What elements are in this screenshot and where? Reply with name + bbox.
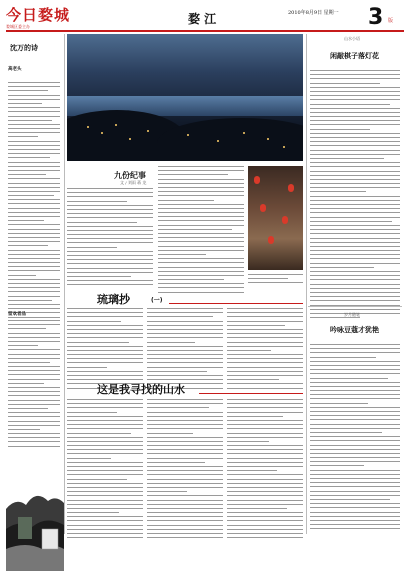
article-2-col-3 bbox=[227, 308, 303, 392]
photo-light bbox=[101, 132, 103, 134]
lantern bbox=[268, 236, 274, 244]
photo-hill-right bbox=[157, 118, 303, 161]
feature-headline: 九份纪事 bbox=[114, 170, 146, 180]
banner-1-part: (一) bbox=[151, 297, 163, 304]
banner-1-rule bbox=[169, 303, 303, 304]
section-name: 婺 江 bbox=[188, 12, 217, 26]
feature-text-col-1 bbox=[67, 188, 153, 289]
article-2-col-2 bbox=[147, 308, 223, 392]
photo-light bbox=[243, 132, 245, 134]
section-banner-2 bbox=[67, 381, 303, 395]
photo-light bbox=[147, 130, 149, 132]
page-number-box bbox=[362, 5, 404, 31]
lantern bbox=[282, 216, 288, 224]
right-divider bbox=[308, 306, 402, 307]
left-article-title: 沈万的诗 bbox=[10, 43, 38, 52]
left-text-block-2 bbox=[8, 320, 60, 450]
newspaper-logo: 今日婺城 bbox=[6, 6, 71, 24]
article-2-col-1 bbox=[67, 308, 143, 392]
feature-text-col-3 bbox=[248, 274, 303, 287]
page-label: 版 bbox=[388, 18, 394, 24]
lantern bbox=[254, 176, 260, 184]
photo-light bbox=[217, 140, 219, 142]
photo-light bbox=[129, 138, 131, 140]
ink-landscape-illustration bbox=[6, 479, 64, 571]
right-article-1-title: 闲敲棋子落灯花 bbox=[330, 51, 379, 60]
photo-light bbox=[87, 126, 89, 128]
left-article-author: 高老头 bbox=[8, 67, 22, 72]
lantern bbox=[288, 184, 294, 192]
left-text-block-1 bbox=[8, 82, 60, 321]
feature-byline: 文 / 刘雨 蒋 龙 bbox=[120, 180, 147, 185]
photo-light bbox=[283, 146, 285, 148]
hero-night-photo bbox=[67, 34, 303, 161]
left-subhead: 留欢者品 bbox=[8, 312, 26, 317]
banner-2-rule bbox=[199, 393, 303, 394]
banner-1-title: 琉璃抄 bbox=[97, 293, 130, 306]
right-kicker-2: 岁月随笔 bbox=[344, 312, 360, 317]
photo-light bbox=[267, 138, 269, 140]
article-3-col-2 bbox=[147, 399, 223, 541]
photo-light bbox=[115, 124, 117, 126]
old-street-photo bbox=[248, 166, 303, 270]
banner-2-title: 这是我寻找的山水 bbox=[97, 383, 185, 396]
issue-date: 2010年8月9日 星期一 bbox=[288, 10, 339, 16]
right-article-2-title: 吟咏豆蔻才犹艳 bbox=[330, 325, 379, 334]
right-kicker-1: 山水小语 bbox=[344, 36, 360, 41]
page-number: 3 bbox=[368, 5, 384, 30]
right-article-2-text bbox=[310, 344, 400, 532]
article-3-col-1 bbox=[67, 399, 143, 541]
photo-light bbox=[187, 134, 189, 136]
article-3-col-3 bbox=[227, 399, 303, 541]
left-column bbox=[6, 34, 65, 534]
feature-text-col-2 bbox=[158, 166, 244, 296]
masthead-rule bbox=[6, 30, 404, 32]
section-banner-1 bbox=[67, 291, 303, 305]
right-article-1-text bbox=[310, 70, 400, 321]
logo-subtitle: 婺城区委主办 bbox=[6, 24, 30, 29]
lantern bbox=[260, 204, 266, 212]
